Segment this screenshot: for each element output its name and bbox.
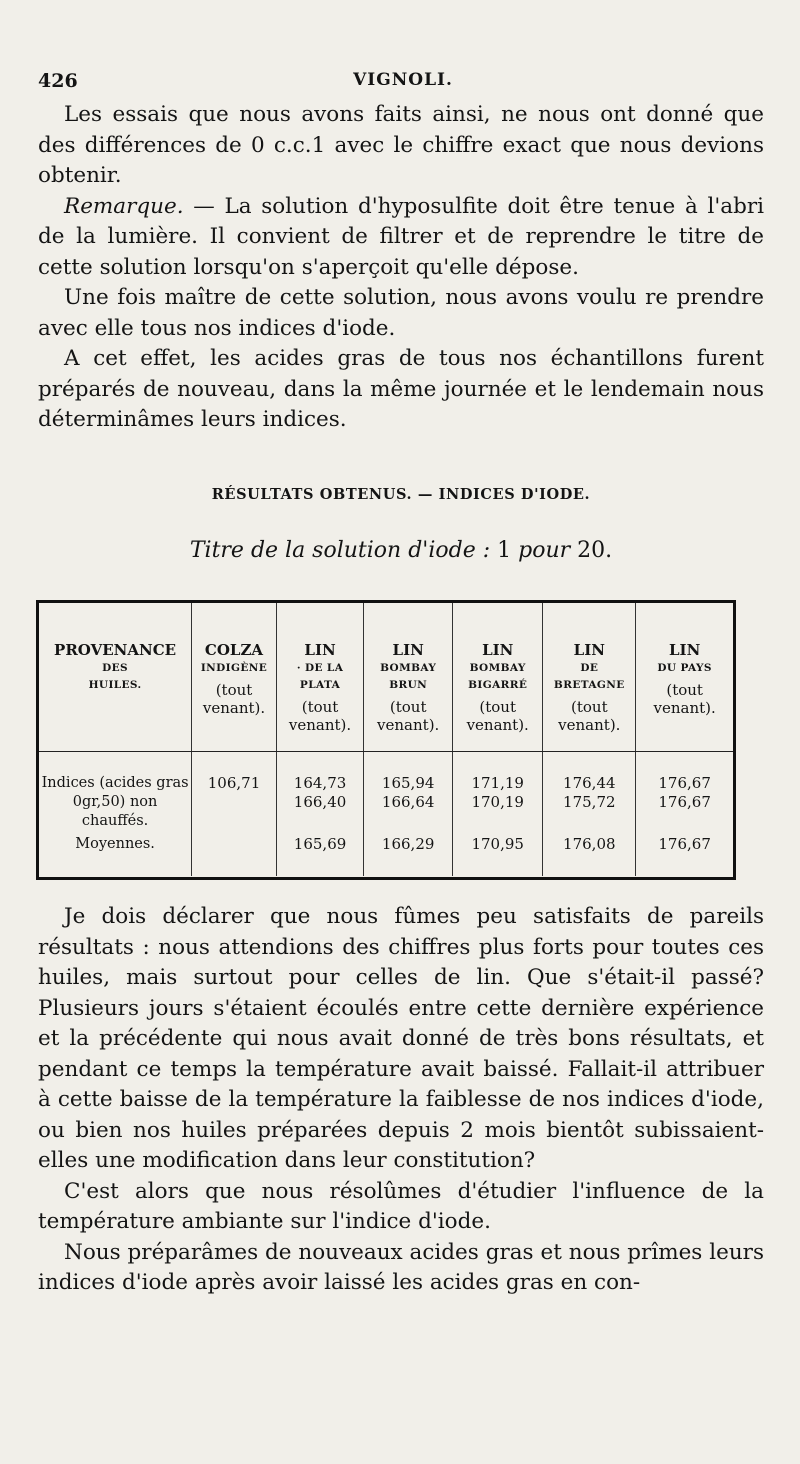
running-head: VIGNOLI. (353, 70, 453, 90)
value-cell (192, 751, 277, 831)
header-line: LIN (482, 641, 514, 659)
header-line: LIN (573, 641, 605, 659)
value-cell (276, 751, 363, 831)
table-header-row (39, 603, 733, 751)
table-title-mid: pour (511, 538, 578, 563)
header-line: BOMBAY BRUN (380, 662, 437, 691)
value: 171,19 (471, 773, 524, 792)
value-cell (364, 751, 453, 831)
header-line: DU PAYS (657, 662, 712, 674)
paragraph: Les essais que nous avons faits ainsi, ne nous ont donné que des différences de 0 c.c.1 avec le chiffre exact que nous devions obtenir. (38, 102, 764, 188)
header-line: BOMBAY BIGARRÉ (468, 662, 528, 691)
value: 170,19 (471, 792, 524, 811)
body-text-top (38, 100, 764, 436)
value: 176,67 (658, 773, 711, 792)
table-row-indices (39, 751, 733, 831)
header-line: · DE LA PLATA (296, 662, 344, 691)
header-line: (tout venant). (202, 681, 266, 717)
header-line: LIN (304, 641, 336, 659)
value-cell (636, 751, 733, 831)
header-line: DE BRETAGNE (553, 662, 625, 691)
page-number: 426 (38, 70, 78, 92)
value-cell (453, 751, 543, 831)
paragraph: Nous préparâmes de nouveaux acides gras et nous prîmes leurs indices d'iode après avoir laissé les acides gras en con- (38, 1239, 764, 1295)
remarque-label: Remarque. (64, 193, 184, 219)
column-header-colza (192, 603, 277, 751)
paragraph: Une fois maître de cette solution, nous avons voulu re prendre avec elle tous nos indices d'iode. (38, 285, 764, 341)
column-header-lin-bombay-bigarre (453, 603, 543, 751)
value-cell (543, 751, 636, 831)
results-table (36, 600, 736, 880)
average-cell: 176,67 (636, 831, 733, 876)
table-title-number: 20. (577, 538, 613, 563)
average-cell: 166,29 (364, 831, 453, 876)
value: 176,67 (658, 792, 711, 811)
value: 176,44 (563, 773, 616, 792)
header-line: (tout venant). (377, 698, 440, 734)
header-line: LIN (392, 641, 424, 659)
value: 165,94 (381, 773, 435, 792)
row-label-moyennes: Moyennes. (75, 836, 155, 852)
header-line: (tout venant). (466, 698, 529, 734)
value: 106,71 (207, 773, 261, 792)
value: 164,73 (293, 773, 347, 792)
average-cell: 170,95 (453, 831, 543, 876)
remarque-text: — La solution d'hyposulfite doit être tenue à l'abri de la lumière. Il convient de filtrer et de reprendre le titre de cette solution lorsqu'on s'aperçoit qu'elle dépose. (38, 193, 764, 280)
average-cell (192, 831, 277, 876)
average-cell: 165,69 (276, 831, 363, 876)
page-header (38, 70, 768, 96)
paragraph: A cet effet, les acides gras de tous nos échantillons furent préparés de nouveau, dans la même journée et le lendemain nous déterminâmes leurs indices. (38, 346, 764, 432)
header-line: (tout venant). (653, 681, 716, 717)
value: 166,64 (381, 792, 435, 811)
table-row-moyennes (39, 831, 733, 876)
column-header-lin-pays (636, 603, 733, 751)
header-line: (tout venant). (288, 698, 352, 734)
table-title-prefix: Titre de la solution d'iode : (189, 538, 498, 563)
table-title (38, 538, 764, 563)
header-line: HUILES. (88, 679, 142, 691)
paragraph: Je dois déclarer que nous fûmes peu satisfaits de pareils résultats : nous attendions des chiffres plus forts pour toutes ces huiles, mais surtout pour celles de lin. Que s'était-il passé? Plusieurs jours s'étaient écoulés entre cette dernière expérience et la précédente qui nous avait donné de très bons résultats, et pendant ce temps la température avait baissé. Fallait-il attribuer à cette baisse de la température la faiblesse de nos indices d'iode, ou bien nos huiles préparées depuis 2 mois bientôt subissaient-elles une modification dans leur constitution? (38, 904, 764, 1173)
table-title-number: 1 (497, 538, 512, 563)
section-title: RÉSULTATS OBTENUS. — INDICES D'IODE. (211, 486, 591, 503)
value: 175,72 (563, 792, 616, 811)
paragraph-remarque (38, 192, 764, 284)
average-cell: 176,08 (543, 831, 636, 876)
header-line: INDIGÈNE (200, 662, 268, 674)
value: 166,40 (293, 792, 347, 811)
header-line: (tout venant). (558, 698, 621, 734)
row-label-indices: Indices (acides gras 0gr,50) non chauffés. (41, 774, 189, 829)
header-line: LIN (669, 641, 701, 659)
header-line: COLZA (204, 641, 264, 659)
column-header-lin-bretagne (543, 603, 636, 751)
body-text-bottom (38, 902, 764, 1299)
header-line: PROVENANCE (54, 641, 177, 659)
header-line: DES (102, 662, 129, 674)
paragraph: C'est alors que nous résolûmes d'étudier l'influence de la température ambiante sur l'indice d'iode. (38, 1178, 764, 1234)
column-header-lin-plata (276, 603, 363, 751)
column-header-provenance (39, 603, 192, 751)
column-header-lin-bombay-brun (364, 603, 453, 751)
